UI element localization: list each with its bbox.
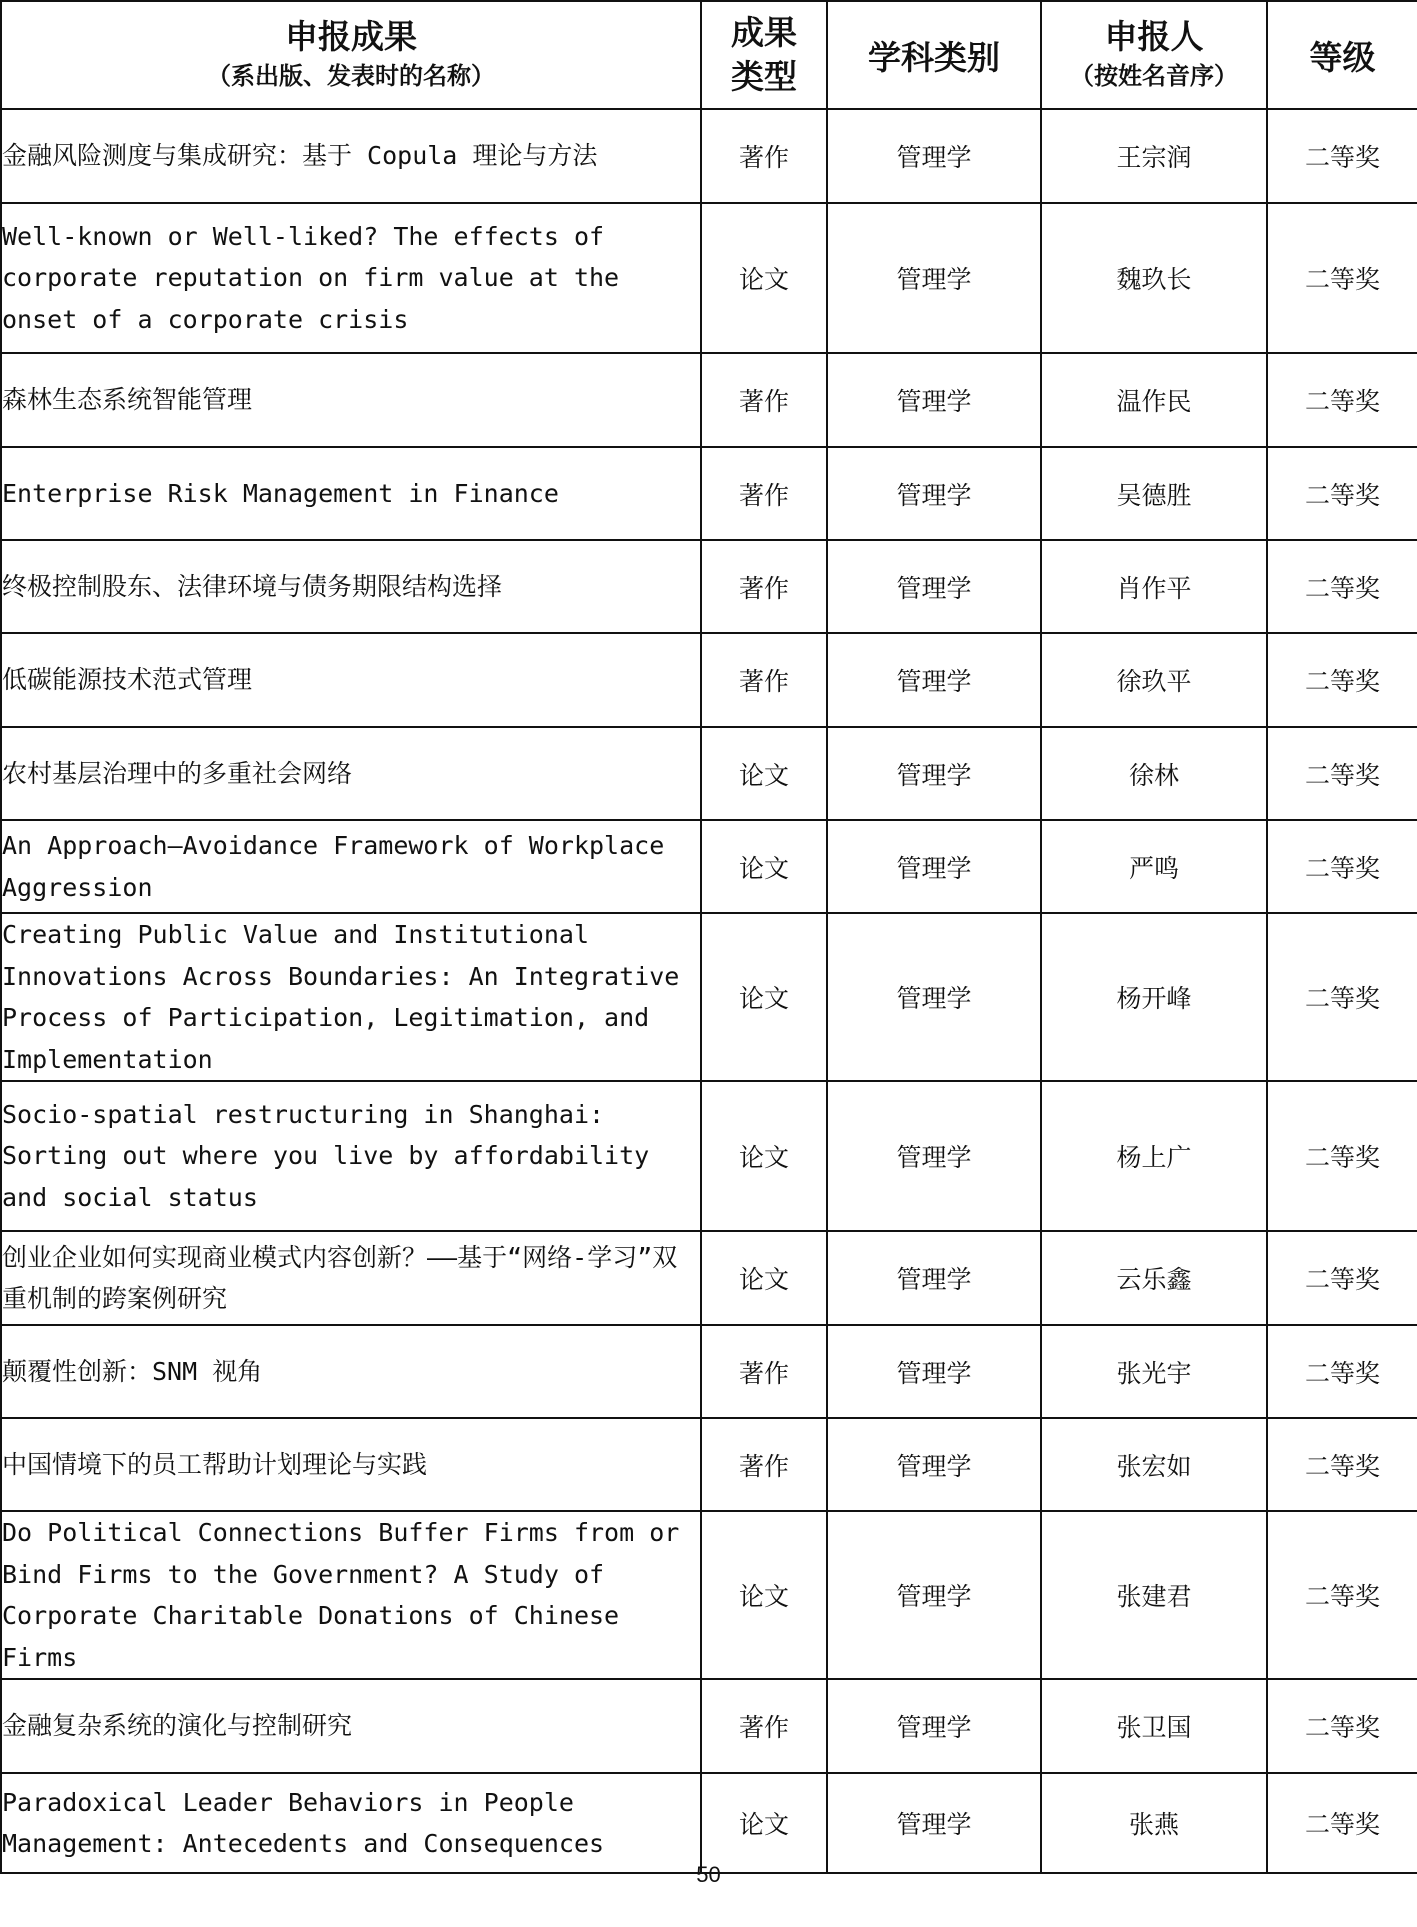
header-subject: 学科类别: [827, 1, 1041, 109]
achievement-title: An Approach—Avoidance Framework of Workplace Aggression: [1, 820, 701, 913]
subject-category: 管理学: [827, 820, 1041, 913]
subject-category: 管理学: [827, 727, 1041, 820]
award-grade: 二等奖: [1267, 1418, 1417, 1511]
achievement-title: 金融复杂系统的演化与控制研究: [1, 1679, 701, 1773]
applicant-name: 张建君: [1041, 1511, 1267, 1679]
table-row: [1, 353, 1417, 447]
table-row: [1, 633, 1417, 727]
header-grade: 等级: [1267, 1, 1417, 109]
applicant-name: 张光宇: [1041, 1325, 1267, 1418]
subject-category: 管理学: [827, 1325, 1041, 1418]
achievement-type: 著作: [701, 109, 827, 203]
award-grade: 二等奖: [1267, 1679, 1417, 1773]
subject-category: 管理学: [827, 1231, 1041, 1325]
table-row: [1, 820, 1417, 913]
achievement-title: Well-known or Well-liked? The effects of corporate reputation on firm value at the onset of a corporate crisis: [1, 203, 701, 353]
table-row: [1, 1418, 1417, 1511]
applicant-name: 杨上广: [1041, 1081, 1267, 1231]
table-row: [1, 1773, 1417, 1873]
achievement-title: 森林生态系统智能管理: [1, 353, 701, 447]
achievement-type: 论文: [701, 1773, 827, 1873]
achievement-title: 创业企业如何实现商业模式内容创新？——基于“网络-学习”双重机制的跨案例研究: [1, 1231, 701, 1325]
applicant-name: 魏玖长: [1041, 203, 1267, 353]
table-row: [1, 913, 1417, 1081]
achievement-type: 论文: [701, 1081, 827, 1231]
table-row: [1, 447, 1417, 540]
award-grade: 二等奖: [1267, 1231, 1417, 1325]
table-header: [1, 1, 1417, 109]
achievement-title: 颠覆性创新：SNM 视角: [1, 1325, 701, 1418]
achievement-type: 论文: [701, 1511, 827, 1679]
table-body: [1, 109, 1417, 1873]
subject-category: 管理学: [827, 1081, 1041, 1231]
award-grade: 二等奖: [1267, 447, 1417, 540]
award-grade: 二等奖: [1267, 633, 1417, 727]
achievement-type: 著作: [701, 353, 827, 447]
subject-category: 管理学: [827, 1418, 1041, 1511]
achievement-type: 论文: [701, 820, 827, 913]
award-grade: 二等奖: [1267, 820, 1417, 913]
applicant-name: 严鸣: [1041, 820, 1267, 913]
table-row: [1, 109, 1417, 203]
achievement-type: 论文: [701, 203, 827, 353]
table-row: [1, 1231, 1417, 1325]
achievement-type: 著作: [701, 1418, 827, 1511]
award-grade: 二等奖: [1267, 1325, 1417, 1418]
header-achievement: 申报成果 （系出版、发表时的名称）: [1, 1, 701, 109]
award-grade: 二等奖: [1267, 1081, 1417, 1231]
achievement-type: 论文: [701, 1231, 827, 1325]
award-grade: 二等奖: [1267, 203, 1417, 353]
achievement-type: 著作: [701, 1679, 827, 1773]
subject-category: 管理学: [827, 1773, 1041, 1873]
table-row: [1, 1679, 1417, 1773]
achievement-type: 论文: [701, 727, 827, 820]
applicant-name: 吴德胜: [1041, 447, 1267, 540]
achievement-type: 著作: [701, 540, 827, 633]
achievement-title: 低碳能源技术范式管理: [1, 633, 701, 727]
achievement-type: 著作: [701, 633, 827, 727]
table-row: [1, 1511, 1417, 1679]
achievement-type: 著作: [701, 447, 827, 540]
achievement-title: Enterprise Risk Management in Finance: [1, 447, 701, 540]
achievement-title: 金融风险测度与集成研究：基于 Copula 理论与方法: [1, 109, 701, 203]
applicant-name: 张燕: [1041, 1773, 1267, 1873]
award-grade: 二等奖: [1267, 727, 1417, 820]
award-grade: 二等奖: [1267, 109, 1417, 203]
applicant-name: 徐玖平: [1041, 633, 1267, 727]
applicant-name: 徐林: [1041, 727, 1267, 820]
award-grade: 二等奖: [1267, 353, 1417, 447]
achievement-type: 著作: [701, 1325, 827, 1418]
achievement-title: Creating Public Value and Institutional Innovations Across Boundaries: An Integrative Process of Participation, Legitimation, and Implementation: [1, 913, 701, 1081]
award-grade: 二等奖: [1267, 540, 1417, 633]
subject-category: 管理学: [827, 1511, 1041, 1679]
award-grade: 二等奖: [1267, 1773, 1417, 1873]
subject-category: 管理学: [827, 203, 1041, 353]
subject-category: 管理学: [827, 109, 1041, 203]
table-row: [1, 1325, 1417, 1418]
award-grade: 二等奖: [1267, 1511, 1417, 1679]
table-row: [1, 540, 1417, 633]
applicant-name: 张卫国: [1041, 1679, 1267, 1773]
subject-category: 管理学: [827, 633, 1041, 727]
page-number: 50: [696, 1862, 721, 1887]
subject-category: 管理学: [827, 1679, 1041, 1773]
subject-category: 管理学: [827, 540, 1041, 633]
applicant-name: 温作民: [1041, 353, 1267, 447]
applicant-name: 张宏如: [1041, 1418, 1267, 1511]
achievement-title: Socio-spatial restructuring in Shanghai: Sorting out where you live by affordability and social status: [1, 1081, 701, 1231]
table-row: [1, 203, 1417, 353]
header-type: 成果 类型: [701, 1, 827, 109]
applicant-name: 王宗润: [1041, 109, 1267, 203]
subject-category: 管理学: [827, 447, 1041, 540]
header-applicant: 申报人 （按姓名音序）: [1041, 1, 1267, 109]
achievement-title: Do Political Connections Buffer Firms from or Bind Firms to the Government? A Study of Corporate Charitable Donations of Chinese Firms: [1, 1511, 701, 1679]
award-grade: 二等奖: [1267, 913, 1417, 1081]
achievement-title: 农村基层治理中的多重社会网络: [1, 727, 701, 820]
achievement-title: 终极控制股东、法律环境与债务期限结构选择: [1, 540, 701, 633]
table-row: [1, 727, 1417, 820]
applicant-name: 杨开峰: [1041, 913, 1267, 1081]
applicant-name: 云乐鑫: [1041, 1231, 1267, 1325]
subject-category: 管理学: [827, 913, 1041, 1081]
subject-category: 管理学: [827, 353, 1041, 447]
table-row: [1, 1081, 1417, 1231]
achievement-title: Paradoxical Leader Behaviors in People Management: Antecedents and Consequences: [1, 1773, 701, 1873]
achievement-title: 中国情境下的员工帮助计划理论与实践: [1, 1418, 701, 1511]
applicant-name: 肖作平: [1041, 540, 1267, 633]
achievement-type: 论文: [701, 913, 827, 1081]
